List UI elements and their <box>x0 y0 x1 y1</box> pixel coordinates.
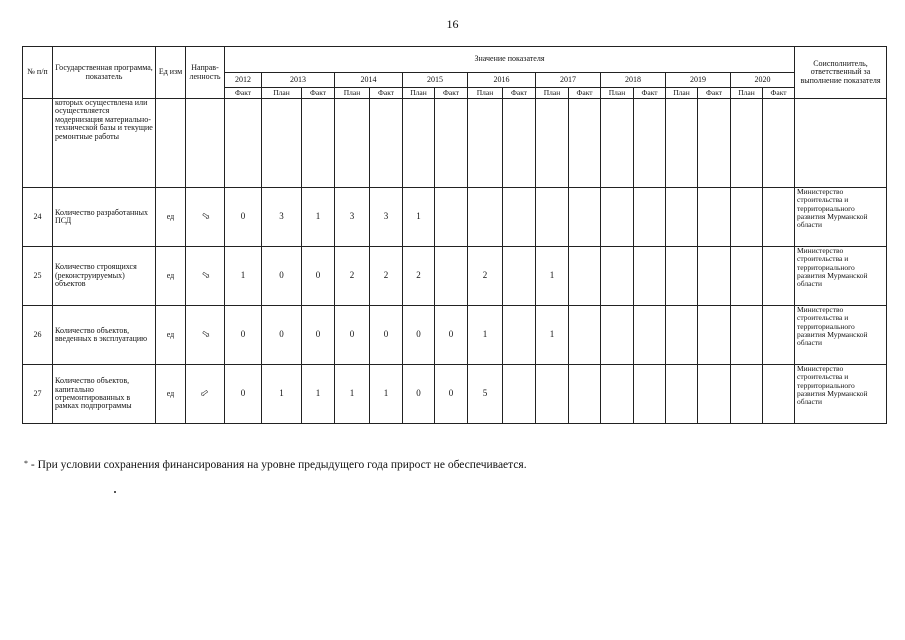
year-2020: 2020 <box>731 73 795 88</box>
subcol-header: Факт <box>302 88 335 99</box>
value-cell: 0 <box>262 247 302 306</box>
year-2015: 2015 <box>403 73 468 88</box>
value-cell <box>634 365 666 424</box>
coexecutor-org: Министерство строительства и территориального развития Мурманской области <box>795 188 887 247</box>
subcol-header: Факт <box>225 88 262 99</box>
value-cell <box>763 306 795 365</box>
value-cell <box>763 99 795 188</box>
subcol-header: План <box>403 88 435 99</box>
value-cell: 2 <box>403 247 435 306</box>
year-2018: 2018 <box>601 73 666 88</box>
value-cell <box>262 99 302 188</box>
value-cell <box>698 247 731 306</box>
value-cell <box>634 306 666 365</box>
value-cell <box>763 188 795 247</box>
value-cell <box>435 99 468 188</box>
unit-cell: ед <box>156 188 186 247</box>
indicator-name: Количество объектов, введенных в эксплуатацию <box>53 306 156 365</box>
value-cell <box>666 365 698 424</box>
scan-speck <box>114 491 116 493</box>
value-cell: 0 <box>403 306 435 365</box>
year-2019: 2019 <box>666 73 731 88</box>
year-2016: 2016 <box>468 73 536 88</box>
value-cell <box>569 306 601 365</box>
value-cell <box>302 99 335 188</box>
value-cell <box>731 306 763 365</box>
value-cell <box>335 99 370 188</box>
footnote <box>24 459 527 471</box>
value-cell: 3 <box>370 188 403 247</box>
unit-cell: ед <box>156 306 186 365</box>
value-cell <box>731 365 763 424</box>
value-cell <box>763 247 795 306</box>
subcol-header: План <box>666 88 698 99</box>
arrow-up-right-icon: ⇨ <box>198 209 213 224</box>
value-cell <box>569 188 601 247</box>
value-cell <box>225 99 262 188</box>
value-cell <box>503 247 536 306</box>
value-cell <box>698 99 731 188</box>
indicators-table <box>22 46 887 424</box>
indicator-name: Количество разработанных ПСД <box>53 188 156 247</box>
value-cell: 0 <box>302 247 335 306</box>
value-cell <box>435 188 468 247</box>
value-cell <box>698 306 731 365</box>
header-unit: Ед изм <box>156 47 186 99</box>
indicator-name: Количество строящихся (реконструируемых) объектов <box>53 247 156 306</box>
header-num: № п/п <box>23 47 53 99</box>
subcol-header: Факт <box>763 88 795 99</box>
unit-cell: ед <box>156 365 186 424</box>
value-cell <box>601 365 634 424</box>
value-cell <box>634 247 666 306</box>
continuation-unit <box>156 99 186 188</box>
value-cell <box>569 365 601 424</box>
value-cell: 0 <box>302 306 335 365</box>
value-cell <box>601 188 634 247</box>
subcol-header: Факт <box>370 88 403 99</box>
year-2012: 2012 <box>225 73 262 88</box>
subcol-header: План <box>536 88 569 99</box>
subcol-header: Факт <box>634 88 666 99</box>
value-cell: 2 <box>370 247 403 306</box>
value-cell <box>468 99 503 188</box>
value-cell <box>601 306 634 365</box>
value-cell <box>536 188 569 247</box>
row-num: 26 <box>23 306 53 365</box>
unit-cell: ед <box>156 247 186 306</box>
value-cell <box>403 99 435 188</box>
coexecutor-org: Министерство строительства и территориального развития Мурманской области <box>795 365 887 424</box>
year-2014: 2014 <box>335 73 403 88</box>
value-cell: 1 <box>225 247 262 306</box>
arrow-up-left-icon: ⇦ <box>197 386 212 401</box>
value-cell <box>731 99 763 188</box>
value-cell: 1 <box>262 365 302 424</box>
page-number: 16 <box>446 17 459 31</box>
value-cell: 1 <box>468 306 503 365</box>
header-value-group: Значение показателя <box>225 47 795 73</box>
value-cell: 1 <box>302 188 335 247</box>
value-cell: 0 <box>225 188 262 247</box>
value-cell: 0 <box>335 306 370 365</box>
value-cell: 1 <box>536 306 569 365</box>
value-cell <box>536 99 569 188</box>
value-cell <box>634 188 666 247</box>
value-cell <box>731 188 763 247</box>
value-cell: 2 <box>335 247 370 306</box>
value-cell: 2 <box>468 247 503 306</box>
row-num: 24 <box>23 188 53 247</box>
row-num: 25 <box>23 247 53 306</box>
value-cell <box>468 188 503 247</box>
value-cell: 0 <box>225 306 262 365</box>
header-program: Государственная программа, показатель <box>53 47 156 99</box>
value-cell: 0 <box>435 365 468 424</box>
subcol-header: Факт <box>569 88 601 99</box>
value-cell <box>370 99 403 188</box>
value-cell: 0 <box>370 306 403 365</box>
value-cell <box>698 188 731 247</box>
value-cell <box>435 247 468 306</box>
continuation-org <box>795 99 887 188</box>
arrow-up-right-icon: ⇨ <box>198 268 213 283</box>
year-2017: 2017 <box>536 73 601 88</box>
value-cell <box>569 247 601 306</box>
value-cell <box>601 99 634 188</box>
value-cell <box>569 99 601 188</box>
value-cell: 3 <box>262 188 302 247</box>
value-cell <box>666 99 698 188</box>
value-cell <box>503 365 536 424</box>
table-row <box>23 365 887 424</box>
subcol-header: План <box>601 88 634 99</box>
subcol-header: Факт <box>698 88 731 99</box>
subcol-header: План <box>262 88 302 99</box>
table-row <box>23 306 887 365</box>
subcol-header: План <box>468 88 503 99</box>
value-cell: 1 <box>403 188 435 247</box>
subcol-header: Факт <box>503 88 536 99</box>
header-coexecutor: Соисполнитель, ответственный за выполнение показателя <box>795 47 887 99</box>
year-2013: 2013 <box>262 73 335 88</box>
row-num: 27 <box>23 365 53 424</box>
value-cell: 0 <box>403 365 435 424</box>
value-cell: 1 <box>370 365 403 424</box>
value-cell <box>503 306 536 365</box>
continuation-num <box>23 99 53 188</box>
value-cell <box>731 247 763 306</box>
indicator-name: Количество объектов, капитально отремонтированных в рамках подпрограммы <box>53 365 156 424</box>
subcol-header: План <box>731 88 763 99</box>
direction-cell <box>186 365 225 424</box>
continuation-text: которых осуществлена или осуществляется модернизация материально-технической базы и текущие ремонтные работы <box>53 99 156 188</box>
direction-cell <box>186 306 225 365</box>
value-cell <box>666 306 698 365</box>
value-cell: 0 <box>262 306 302 365</box>
value-cell <box>763 365 795 424</box>
value-cell: 1 <box>302 365 335 424</box>
direction-cell <box>186 247 225 306</box>
subcol-header: План <box>335 88 370 99</box>
value-cell: 0 <box>225 365 262 424</box>
value-cell <box>634 99 666 188</box>
coexecutor-org: Министерство строительства и территориального развития Мурманской области <box>795 247 887 306</box>
value-cell <box>666 188 698 247</box>
value-cell: 1 <box>536 247 569 306</box>
footnote-text: - При условии сохранения финансирования на уровне предыдущего года прирост не обеспечивается. <box>28 459 527 471</box>
value-cell <box>666 247 698 306</box>
value-cell <box>536 365 569 424</box>
header-direction: Направ-ленность <box>186 47 225 99</box>
subcol-header: Факт <box>435 88 468 99</box>
table-row <box>23 188 887 247</box>
value-cell: 5 <box>468 365 503 424</box>
value-cell <box>503 188 536 247</box>
value-cell: 0 <box>435 306 468 365</box>
value-cell <box>698 365 731 424</box>
footnote-mark: * <box>24 459 28 468</box>
table-row <box>23 247 887 306</box>
continuation-direction <box>186 99 225 188</box>
value-cell <box>601 247 634 306</box>
coexecutor-org: Министерство строительства и территориального развития Мурманской области <box>795 306 887 365</box>
value-cell: 1 <box>335 365 370 424</box>
direction-cell <box>186 188 225 247</box>
value-cell <box>503 99 536 188</box>
arrow-up-right-icon: ⇨ <box>198 327 213 342</box>
value-cell: 3 <box>335 188 370 247</box>
